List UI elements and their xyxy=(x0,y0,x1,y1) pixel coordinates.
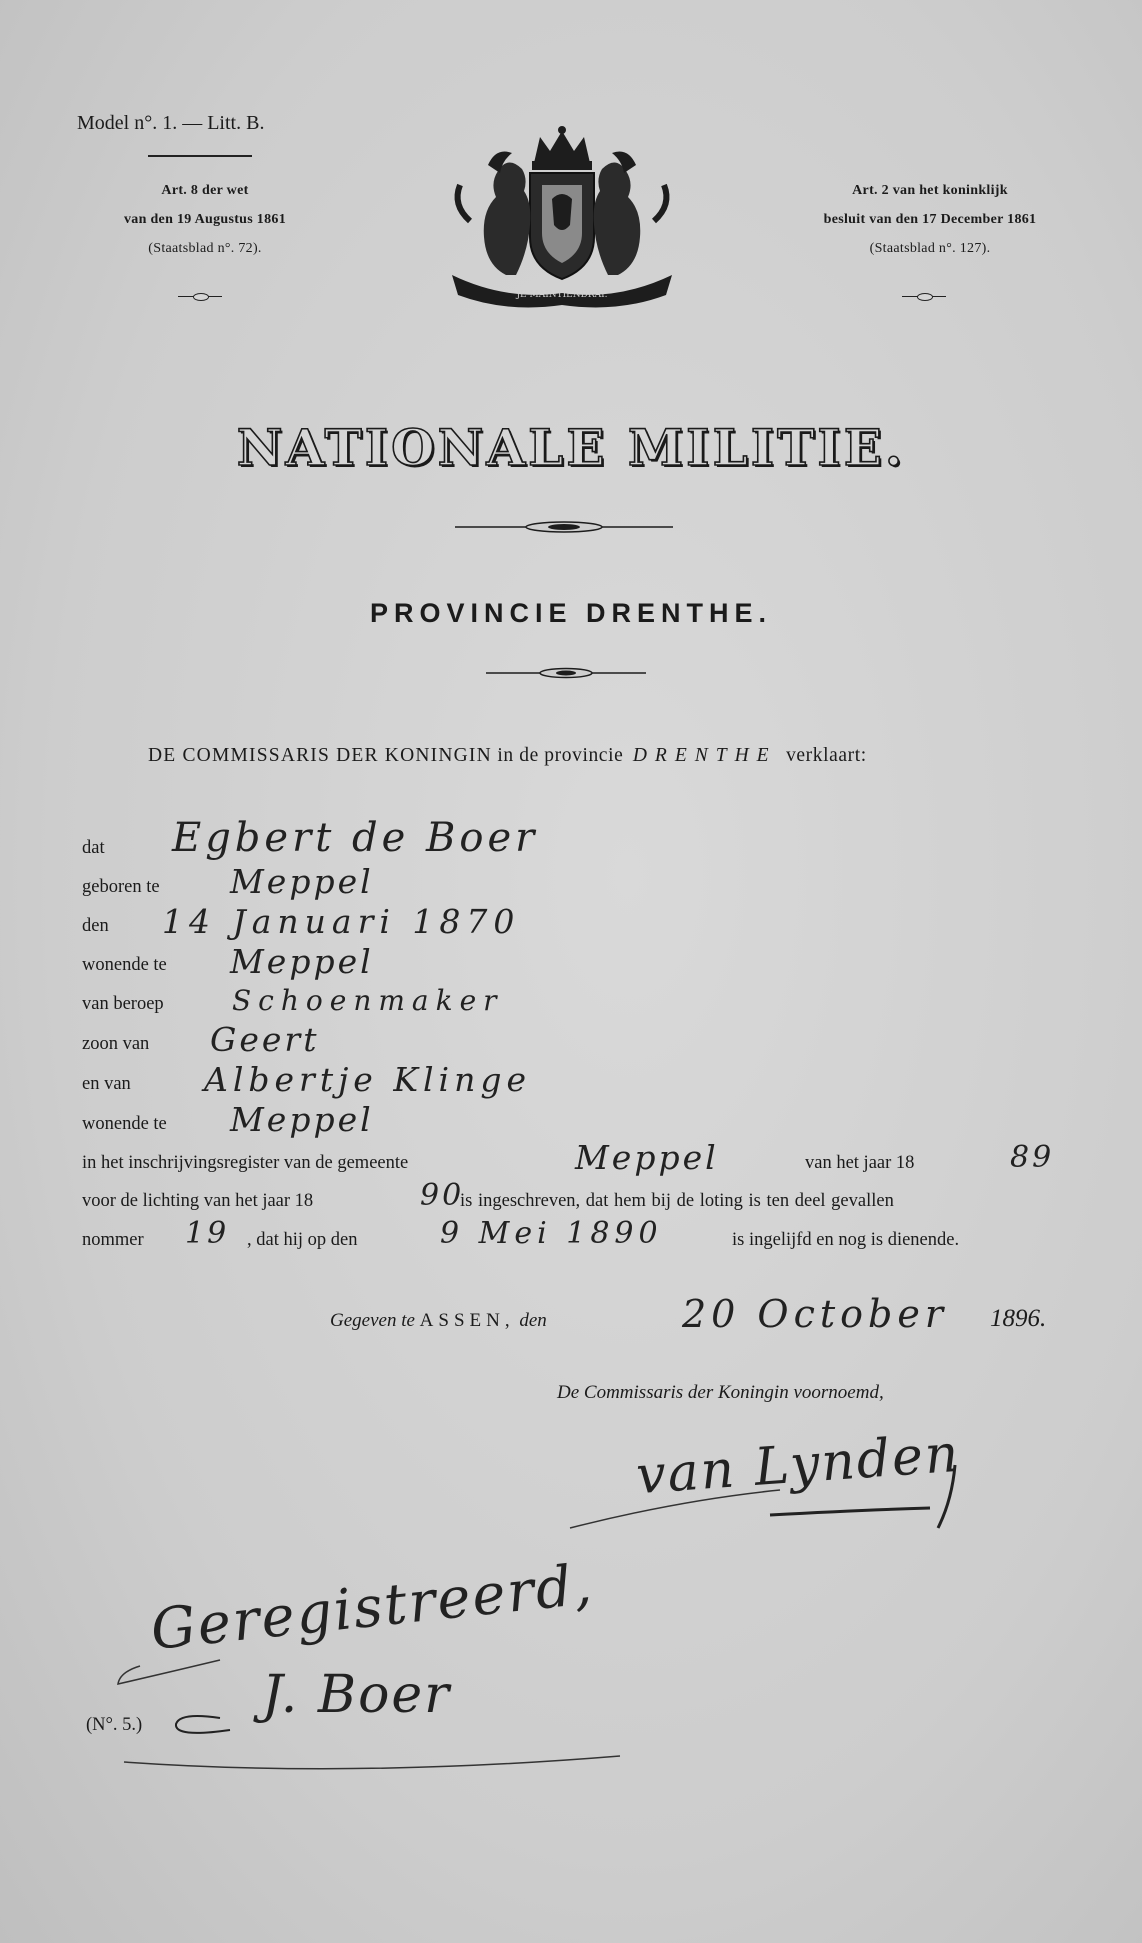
registered-flourish xyxy=(110,1600,630,1780)
field-label-mother: en van xyxy=(82,1074,131,1094)
ornament-dash-left xyxy=(178,296,222,297)
header-rule xyxy=(148,155,252,157)
given-at-line: Gegeven te ASSEN, den xyxy=(330,1310,547,1331)
field-value-birthplace: Meppel xyxy=(230,862,374,901)
registration-number: (N°. 5.) xyxy=(86,1715,143,1735)
levy-year-label: voor de lichting van het jaar 18 xyxy=(82,1191,314,1211)
municipality-value: Meppel xyxy=(575,1138,719,1177)
given-year: 1896. xyxy=(990,1305,1047,1332)
declaration-line: DE COMMISSARIS DER KONINGIN in de provincie DRENTHE verklaart: xyxy=(148,745,867,766)
enlist-date-label: , dat hij op den xyxy=(247,1230,358,1250)
closing-title: De Commissaris der Koningin voornoemd, xyxy=(557,1382,884,1403)
document-title: NATIONALE MILITIE. xyxy=(236,418,906,477)
field-value-birthdate: 14 Januari 1870 xyxy=(162,902,521,941)
left-article-ref: Art. 8 der wet van den 19 Augustus 1861 (Staatsblad n°. 72). xyxy=(123,183,287,256)
field-label-birthplace: geboren te xyxy=(82,877,160,897)
field-value-father: Geert xyxy=(210,1020,320,1059)
lot-number-value: 19 xyxy=(185,1216,230,1251)
model-number: Model n°. 1. — Litt. B. xyxy=(77,112,265,134)
register-year-value: 89 xyxy=(1010,1140,1055,1175)
field-label-parents-residence: wonende te xyxy=(82,1114,167,1134)
given-date-value: 20 October xyxy=(682,1292,948,1336)
registered-note: Geregistreerd, xyxy=(147,1551,597,1664)
ornament-divider-2 xyxy=(486,666,646,680)
registrar-signature: J. Boer xyxy=(262,1665,452,1725)
lot-number-label: nommer xyxy=(82,1230,144,1250)
field-value-profession: Schoenmaker xyxy=(232,984,504,1017)
province-heading: PROVINCIE DRENTHE. xyxy=(369,598,773,628)
levy-year-value: 90 xyxy=(420,1178,465,1213)
field-label-birthdate: den xyxy=(82,916,109,936)
field-value-mother: Albertje Klinge xyxy=(204,1060,531,1099)
ornament-dash-right xyxy=(902,296,946,297)
svg-text:JE MAINTIENDRAI.: JE MAINTIENDRAI. xyxy=(516,290,608,300)
field-label-name: dat xyxy=(82,838,105,858)
coat-of-arms-icon xyxy=(446,125,678,305)
registration-line-2-suffix: is ingeschreven, dat hem bij de loting is ten deel gevallen xyxy=(460,1191,894,1211)
registration-line-1: in het inschrijvingsregister van de gemeente xyxy=(82,1153,409,1173)
field-label-profession: van beroep xyxy=(82,994,164,1014)
field-label-father: zoon van xyxy=(82,1034,150,1054)
field-value-name: Egbert de Boer xyxy=(172,815,539,861)
registration-line-3-suffix: is ingelijfd en nog is dienende. xyxy=(732,1230,960,1250)
register-year-label: van het jaar 18 xyxy=(805,1153,915,1173)
enlist-date-value: 9 Mei 1890 xyxy=(440,1216,663,1251)
right-article-ref: Art. 2 van het koninklijk besluit van den 17 December 1861 (Staatsblad n°. 127). xyxy=(823,183,1037,256)
commissioner-signature: van Lynden xyxy=(634,1423,963,1507)
field-label-residence: wonende te xyxy=(82,955,167,975)
ornament-divider-1 xyxy=(455,520,673,534)
signature-flourish xyxy=(560,1440,980,1540)
field-value-parents-residence: Meppel xyxy=(230,1100,374,1139)
field-value-residence: Meppel xyxy=(230,942,374,981)
